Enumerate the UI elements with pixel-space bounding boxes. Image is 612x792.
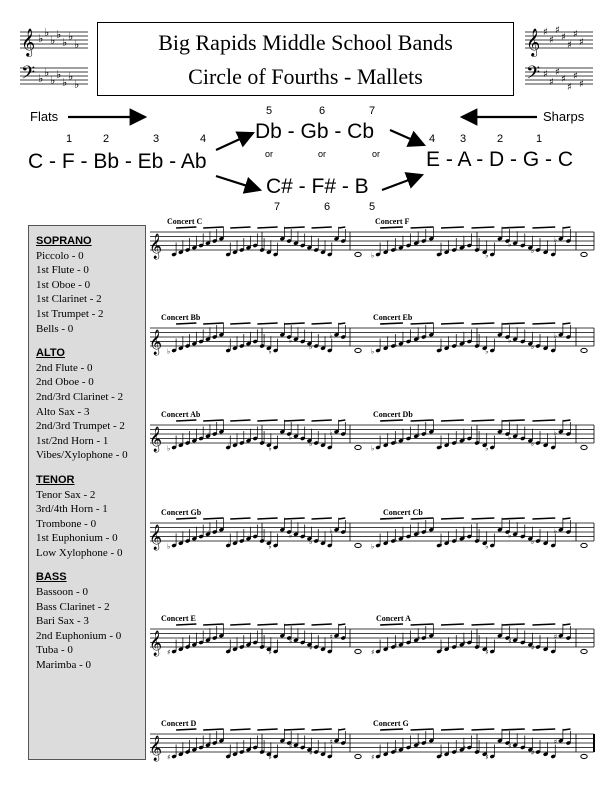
top-number-5: 5 [266,105,273,117]
svg-text:♭: ♭ [268,542,272,551]
svg-text:♭: ♭ [268,347,272,356]
svg-text:♭: ♭ [309,343,313,351]
svg-text:♭: ♭ [38,32,44,45]
svg-text:♭: ♭ [207,334,211,342]
svg-text:♭: ♭ [485,251,489,260]
instrument-item: 1st Trumpet - 2 [36,307,104,320]
svg-text:♭: ♭ [416,238,421,246]
svg-text:♭: ♭ [371,444,375,453]
svg-text:♯: ♯ [167,753,171,762]
svg-text:♯: ♯ [553,737,558,746]
right-number-1: 1 [536,133,543,145]
svg-text:♭: ♭ [167,347,171,356]
right-number-2: 2 [497,133,504,145]
svg-text:♯: ♯ [227,646,232,655]
svg-text:♭: ♭ [439,249,443,258]
scale-label: Concert Bb [161,313,201,322]
svg-text:𝄞: 𝄞 [21,28,36,56]
scale-label: Concert Db [373,410,413,419]
top-sequence: Db - Gb - Cb [255,120,375,143]
svg-text:♯: ♯ [561,32,566,43]
svg-text:♯: ♯ [530,644,535,652]
svg-text:♭: ♭ [329,526,333,535]
svg-text:♭: ♭ [187,437,191,446]
svg-text:♯: ♯ [508,637,512,646]
treble-clef-icon: 𝄞 [149,427,163,452]
scale-label: Concert Cb [383,508,423,517]
title-line-1: Big Rapids Middle School Bands [158,30,453,55]
svg-text:𝄢: 𝄢 [21,63,36,88]
svg-text:♭: ♭ [56,28,62,41]
treble-clef-icon: 𝄞 [149,525,163,550]
svg-text:♭: ♭ [74,38,80,51]
svg-text:♭: ♭ [62,36,68,49]
group-heading: SOPRANO [36,235,92,247]
svg-text:♯: ♯ [329,737,333,746]
svg-text:♭: ♭ [508,433,512,442]
svg-text:♭: ♭ [329,331,333,340]
svg-text:♭: ♭ [371,542,375,551]
instrument-item: Tenor Sax - 2 [36,488,96,501]
svg-text:♯: ♯ [309,749,313,757]
svg-text:♭: ♭ [508,531,512,540]
svg-text:♯: ♯ [567,82,572,93]
svg-text:♭: ♭ [553,235,558,244]
svg-text:♯: ♯ [416,635,421,643]
svg-text:♯: ♯ [248,639,252,648]
scale-label: Concert Eb [373,313,413,322]
instrument-item: Low Xylophone - 0 [36,546,123,559]
group-heading: TENOR [36,473,75,486]
scale-label: Concert E [161,614,196,623]
instrument-item: 1st Oboe - 0 [36,278,91,291]
svg-text:♯: ♯ [309,644,313,652]
svg-text:♭: ♭ [462,242,466,251]
svg-text:♭: ♭ [371,347,375,356]
svg-text:♯: ♯ [393,641,398,650]
svg-text:♭: ♭ [56,68,62,81]
staff-system [149,227,594,260]
svg-text:♯: ♯ [288,742,293,751]
svg-text:♯: ♯ [416,740,421,748]
sharps-label: Sharps [543,109,585,124]
instrument-item: Bass Clarinet - 2 [36,600,110,613]
svg-text:♯: ♯ [207,635,212,643]
svg-text:♯: ♯ [549,35,554,46]
svg-text:♯: ♯ [371,753,375,762]
svg-text:♭: ♭ [553,428,558,437]
svg-text:♯: ♯ [207,740,212,748]
top-number-6: 6 [319,105,326,117]
or-label-1: or [265,149,274,159]
svg-text:♭: ♭ [416,529,421,537]
svg-text:♭: ♭ [393,437,398,446]
svg-text:♭: ♭ [553,526,558,535]
svg-text:♯: ♯ [543,27,548,38]
svg-text:♯: ♯ [329,632,333,641]
right-number-3: 3 [460,133,467,145]
scale-label: Concert D [161,719,197,728]
svg-text:♭: ♭ [167,444,171,453]
svg-text:♭: ♭ [553,331,558,340]
svg-text:♭: ♭ [68,30,74,43]
svg-text:♯: ♯ [268,753,272,762]
left-sequence: C - F - Bb - Eb - Ab [28,150,207,173]
group-heading: ALTO [36,347,65,360]
svg-text:♭: ♭ [485,542,489,551]
scale-label: Concert F [375,217,410,226]
svg-text:♯: ♯ [561,74,566,85]
svg-text:♭: ♭ [309,538,313,546]
svg-text:♭: ♭ [74,78,80,91]
svg-text:♯: ♯ [288,637,293,646]
svg-text:♭: ♭ [227,442,232,451]
instrument-item: 1st/2nd Horn - 1 [36,434,109,447]
svg-text:♯: ♯ [227,751,232,760]
right-number-4: 4 [429,133,436,145]
staff-system [149,323,594,356]
svg-text:♯: ♯ [567,40,572,51]
svg-text:♭: ♭ [530,538,535,546]
instrument-item: 2nd/3rd Clarinet - 2 [36,390,124,403]
bottom-number-6: 6 [324,201,331,213]
svg-text:♭: ♭ [462,435,466,444]
or-label-3: or [372,149,381,159]
svg-text:♯: ♯ [439,751,443,760]
svg-text:♭: ♭ [485,444,489,453]
scale-label: Concert G [373,719,409,728]
svg-text:♯: ♯ [371,648,375,657]
instrument-item: 2nd Euphonium - 0 [36,629,122,642]
scale-label: Concert Ab [161,410,201,419]
svg-text:♭: ♭ [508,336,512,345]
svg-text:♭: ♭ [462,533,466,542]
svg-text:♭: ♭ [62,76,68,89]
svg-text:♭: ♭ [393,535,398,544]
svg-text:♯: ♯ [555,67,560,78]
bottom-number-5: 5 [369,201,376,213]
staff-system [149,420,594,453]
svg-text:♭: ♭ [44,26,50,39]
svg-text:♯: ♯ [573,71,578,82]
svg-text:♯: ♯ [555,26,560,36]
svg-text:♯: ♯ [573,29,578,40]
treble-clef-icon: 𝄞 [149,736,163,761]
group-heading: BASS [36,571,67,584]
staff-system [149,624,594,657]
svg-text:♭: ♭ [248,435,252,444]
instrument-item: Trombone - 0 [36,517,97,530]
treble-clef-icon: 𝄞 [149,234,163,259]
svg-text:♯: ♯ [439,646,443,655]
svg-text:♯: ♯ [508,742,512,751]
svg-text:♭: ♭ [530,440,535,448]
svg-text:♯: ♯ [530,749,535,757]
svg-text:♭: ♭ [393,340,398,349]
svg-text:♭: ♭ [207,529,211,537]
or-label-2: or [318,149,327,159]
scale-label: Concert C [167,217,203,226]
instrument-item: 1st Euphonium - 0 [36,532,118,545]
svg-text:♭: ♭ [288,531,293,540]
svg-text:♭: ♭ [530,343,535,351]
svg-text:♯: ♯ [553,632,558,641]
svg-text:♭: ♭ [227,540,232,549]
svg-text:𝄢: 𝄢 [526,63,541,88]
svg-text:♯: ♯ [543,69,548,80]
instrument-item: Tuba - 0 [36,644,73,657]
instrument-item: 2nd/3rd Trumpet - 2 [36,420,125,433]
svg-text:♭: ♭ [416,431,421,439]
svg-text:♯: ♯ [187,641,191,650]
svg-text:♭: ♭ [44,66,50,79]
scale-label: Concert A [376,614,411,623]
svg-text:♯: ♯ [187,746,191,755]
svg-text:♭: ♭ [508,240,512,249]
svg-text:♭: ♭ [187,340,191,349]
staff-system [149,729,594,762]
staff-system [149,518,594,551]
svg-text:𝄞: 𝄞 [526,28,541,56]
svg-text:♭: ♭ [268,444,272,453]
instrument-item: Piccolo - 0 [36,249,84,262]
svg-text:♭: ♭ [207,431,211,439]
svg-text:♭: ♭ [309,440,313,448]
svg-text:♭: ♭ [439,345,443,354]
instrument-item: 1st Clarinet - 2 [36,293,102,306]
left-number-2: 2 [103,133,110,145]
svg-text:♭: ♭ [329,428,333,437]
right-sequence: E - A - D - G - C [426,148,574,171]
svg-text:♭: ♭ [416,334,421,342]
svg-text:♭: ♭ [439,540,443,549]
instrument-item: Bells - 0 [36,322,74,335]
left-number-4: 4 [200,133,207,145]
svg-text:♯: ♯ [549,77,554,88]
instrument-item: 2nd Flute - 0 [36,361,93,374]
svg-text:♭: ♭ [371,251,375,260]
svg-text:♭: ♭ [248,533,252,542]
svg-text:♯: ♯ [248,744,252,753]
instrument-item: Bassoon - 0 [36,586,88,599]
instrument-item: Marimba - 0 [36,659,91,672]
svg-text:♭: ♭ [462,338,466,347]
svg-text:♭: ♭ [50,34,56,47]
svg-text:♭: ♭ [227,345,232,354]
treble-clef-icon: 𝄞 [149,631,163,656]
svg-text:♭: ♭ [50,74,56,87]
svg-text:♯: ♯ [268,648,272,657]
svg-text:♭: ♭ [288,433,293,442]
svg-text:♯: ♯ [462,639,466,648]
svg-text:♭: ♭ [288,336,293,345]
scale-label: Concert Gb [161,508,202,517]
svg-text:♭: ♭ [187,535,191,544]
svg-text:♯: ♯ [579,79,584,90]
left-number-3: 3 [153,133,160,145]
svg-text:♭: ♭ [485,347,489,356]
instrument-item: Vibes/Xylophone - 0 [36,449,128,462]
svg-text:♭: ♭ [248,338,252,347]
svg-text:♭: ♭ [38,72,44,85]
svg-text:♭: ♭ [167,542,171,551]
svg-text:♭: ♭ [68,70,74,83]
instrument-item: Alto Sax - 3 [36,405,90,418]
svg-text:♯: ♯ [167,648,171,657]
instrument-item: Bari Sax - 3 [36,615,89,628]
treble-clef-icon: 𝄞 [149,330,163,355]
left-number-1: 1 [66,133,73,145]
title-line-2: Circle of Fourths - Mallets [188,64,423,89]
instrument-item: 1st Flute - 0 [36,264,89,277]
bottom-number-7: 7 [274,201,281,213]
svg-text:♯: ♯ [393,746,398,755]
svg-text:♯: ♯ [485,648,489,657]
top-number-7: 7 [369,105,376,117]
svg-text:♯: ♯ [462,744,466,753]
bottom-sequence: C# - F# - B [266,175,369,198]
flats-label: Flats [30,109,59,124]
svg-text:♭: ♭ [439,442,443,451]
svg-text:♯: ♯ [579,37,584,48]
instrument-item: 2nd Oboe - 0 [36,376,94,389]
svg-text:♯: ♯ [485,753,489,762]
svg-text:♭: ♭ [393,244,398,253]
svg-text:♭: ♭ [530,247,535,255]
instrument-item: 3rd/4th Horn - 1 [36,503,108,516]
